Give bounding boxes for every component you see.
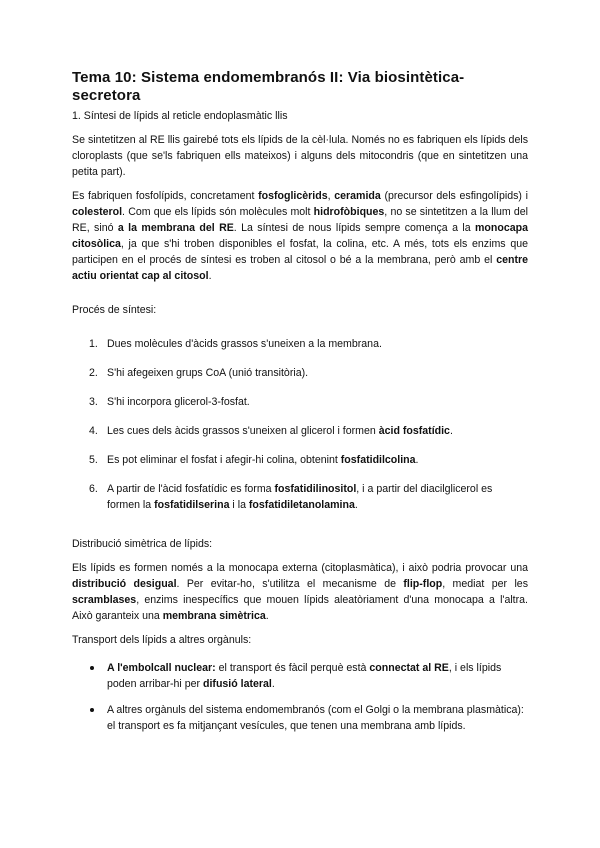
list-number: 1. [89,338,98,350]
bullet-icon [90,666,94,670]
text-run: Es pot eliminar el fosfat i afegir-hi colina, obtenint [107,454,341,466]
list-text [107,454,419,466]
bold-term: ceramida [334,190,381,202]
list-item [72,481,528,513]
list-text [107,338,382,350]
text-run: , i els lípids poden arribar-hi per [107,662,502,690]
text-run: A altres orgànuls del sistema endomembranós (com el Golgi o la membrana plasmàtica): el transport es fa mitjançant vesícules, que tenen una membrana amb lípids. [107,704,524,732]
text-run: Es fabriquen fosfolípids, concretament [72,190,259,202]
bullet-icon [90,708,94,712]
bold-term: connectat al RE [369,662,449,674]
text-run: el transport és fàcil perquè està [215,662,370,674]
text-run: . [415,454,419,466]
text-run: . Per evitar-ho, s'utilitza el mecanisme de [176,578,404,590]
list-text [107,396,250,408]
text-run: S'hi incorpora glicerol-3-fosfat. [107,396,250,408]
text-run: . [271,678,275,690]
list-item [72,452,528,468]
text-run: A partir de l'àcid fosfatídic es forma [107,483,275,495]
paragraph-distribution [72,560,528,624]
synthesis-steps-list [72,336,528,513]
bold-term: colesterol [72,206,123,218]
text-run: . [265,610,269,622]
text-run: i la [229,499,249,511]
paragraph-intro [72,132,528,180]
text-run: . [208,270,212,282]
text-run: Se sintetitzen al RE llis gairebé tots els lípids de la cèl·lula. Només no es fabriquen els lípids dels cloroplasts (que se'ls fabriquen ells mateixos) i alguns dels mitocondris (que en sintetitzen una petita part). [72,134,528,178]
list-item [72,336,528,352]
list-item [72,365,528,381]
list-item [72,394,528,410]
bold-term: fosfatidilserina [154,499,230,511]
transport-heading: Transport dels lípids a altres orgànuls: [72,634,252,646]
text-run: , mediat per les [442,578,528,590]
text-run: , i a partir del diacilglicerol es formen la [107,483,493,511]
distribution-heading: Distribució simètrica de lípids: [72,538,213,550]
section-subtitle: 1. Síntesi de lípids al reticle endoplasmàtic llis [72,110,288,122]
text-run: . [354,499,358,511]
list-number: 3. [89,396,98,408]
list-text [107,483,492,511]
bold-term: fosfoglicèrids [258,190,328,202]
text-run: Dues molècules d'àcids grassos s'uneixen a la membrana. [107,338,382,350]
text-run: S'hi afegeixen grups CoA (unió transitòria). [107,367,309,379]
document-page [72,69,528,744]
list-number: 2. [89,367,98,379]
text-run: . Com que els lípids són molècules molt [122,206,314,218]
bold-term: hidrofòbiques [313,206,385,218]
bold-term: A l'embolcall nuclear: [107,662,216,674]
text-run: , [327,190,335,202]
list-number: 6. [89,483,98,495]
bold-term: scramblases [72,594,137,606]
list-text [107,425,453,437]
bold-term: centre actiu orientat cap al citosol [72,254,528,282]
bold-term: flip-flop [403,578,443,590]
list-text [107,367,308,379]
bold-term: fosfatidiletanolamina [248,499,355,511]
paragraph-lipid-types [72,188,528,284]
bold-term: difusió lateral [203,678,272,690]
bullet-item [72,702,528,734]
bold-term: àcid fosfatídic [378,425,450,437]
text-run: , ja que s'hi troben disponibles el fosfat, la colina, etc. A més, tots els enzims que participen en el procés de síntesi es troben al citosol o bé a la membrana, però amb el [72,238,528,266]
bold-term: a la membrana del RE [117,222,234,234]
text-run: (precursor dels esfingolípids) i [380,190,528,202]
bold-term: monocapa citosòlica [72,222,528,250]
bold-term: membrana simètrica [162,610,266,622]
bold-term: fosfatidilcolina [340,454,416,466]
bullet-item [72,660,528,692]
bold-term: distribució desigual [72,578,177,590]
bullet-text [107,662,501,690]
text-run: Els lípids es formen només a la monocapa externa (citoplasmàtica), i això podria provocar una [72,562,528,574]
text-run: , enzims inespecífics que mouen lípids aleatòriament d'una monocapa a l'altra. Això garanteix una [72,594,528,622]
text-run: Les cues dels àcids grassos s'uneixen al glicerol i formen [107,425,379,437]
transport-bullet-list [72,660,528,734]
text-run: . La síntesi de nous lípids sempre comença a la [233,222,476,234]
bold-term: fosfatidilinositol [274,483,357,495]
text-run: . [449,425,453,437]
bullet-text [107,704,524,732]
list-number: 4. [89,425,98,437]
document-title: Tema 10: Sistema endomembranós II: Via biosintètica-secretora [72,69,465,104]
list-number: 5. [89,454,98,466]
process-heading: Procés de síntesi: [72,304,157,316]
list-item [72,423,528,439]
text-run: , no se sintetitzen a la llum del RE, sinó [72,206,528,234]
